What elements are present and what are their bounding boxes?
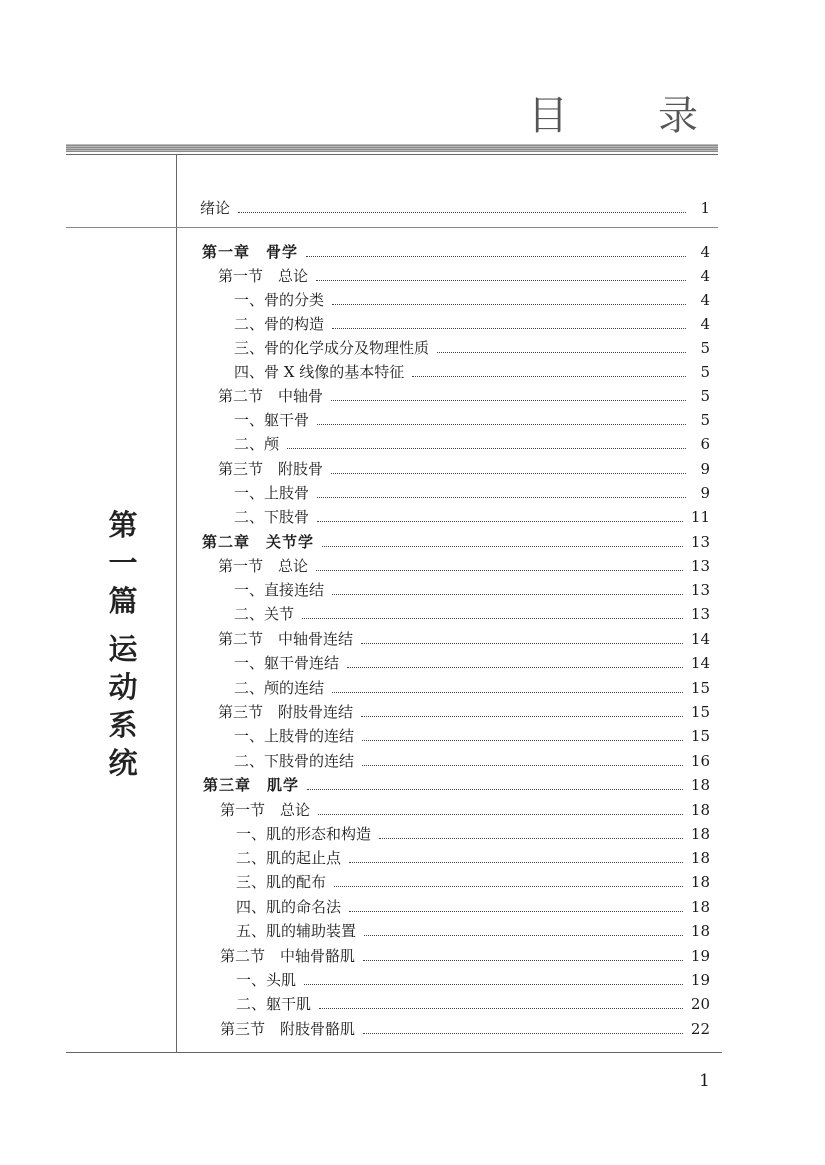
toc-entry-subsection[interactable] — [234, 503, 710, 527]
part-label-char: 第 — [108, 508, 138, 542]
toc-entry-subsection[interactable] — [234, 358, 710, 382]
toc-entry-label: 三、肌的配布 — [236, 873, 327, 891]
toc-leader-dots — [332, 594, 683, 595]
toc-entry-label: 二、骨的构造 — [234, 315, 325, 333]
toc-entry-page: 5 — [700, 363, 710, 381]
toc-entry-page: 18 — [690, 898, 710, 916]
toc-entry-subsection[interactable] — [234, 649, 710, 673]
toc-entry-page: 9 — [700, 460, 710, 478]
toc-leader-dots — [363, 1033, 683, 1034]
toc-entry-subsection[interactable] — [234, 747, 710, 771]
toc-entry-page: 19 — [690, 971, 710, 989]
toc-entry-label: 第二节 中轴骨骼肌 — [220, 947, 356, 965]
toc-entry-page: 5 — [700, 411, 710, 429]
toc-entry-subsection[interactable] — [236, 990, 710, 1014]
toc-leader-dots — [316, 570, 683, 571]
page-title — [528, 84, 708, 139]
toc-entry-subsection[interactable] — [234, 430, 710, 454]
toc-entry-subsection[interactable] — [234, 310, 710, 334]
toc-entry-label: 第一节 总论 — [218, 557, 309, 575]
toc-leader-dots — [334, 886, 683, 887]
toc-leader-dots — [317, 521, 683, 522]
toc-entry-page: 15 — [690, 703, 710, 721]
toc-entry-page: 18 — [690, 776, 710, 794]
toc-entry-label: 第二章 关节学 — [202, 533, 315, 551]
toc-entry-page: 11 — [690, 508, 710, 526]
toc-entry-page: 1 — [700, 199, 710, 217]
toc-leader-dots — [304, 984, 683, 985]
part-label-char: 运 — [108, 632, 138, 666]
toc-entry-subsection[interactable] — [236, 893, 710, 917]
toc-entry-subsection[interactable] — [236, 966, 710, 990]
toc-leader-dots — [437, 352, 686, 353]
toc-leader-dots — [317, 424, 686, 425]
toc-entry-section[interactable] — [218, 455, 710, 479]
toc-entry-section[interactable] — [218, 262, 710, 286]
toc-entry-page: 18 — [690, 922, 710, 940]
toc-leader-dots — [319, 1008, 683, 1009]
toc-entry-subsection[interactable] — [234, 674, 710, 698]
toc-entry-label: 一、头肌 — [236, 971, 297, 989]
toc-entry-subsection[interactable] — [234, 406, 710, 430]
toc-entry-chapter[interactable] — [203, 771, 710, 795]
toc-leader-dots — [347, 667, 683, 668]
toc-leader-dots — [379, 838, 683, 839]
toc-leader-dots — [332, 692, 683, 693]
toc-entry-chapter[interactable] — [202, 528, 710, 552]
toc-entry-label: 第三节 附肢骨 — [218, 460, 324, 478]
toc-leader-dots — [302, 618, 683, 619]
toc-leader-dots — [364, 935, 683, 936]
toc-entry-label: 二、颅的连结 — [234, 679, 325, 697]
part-label-char: 篇 — [108, 584, 138, 618]
toc-entry-section[interactable] — [218, 552, 710, 576]
toc-leader-dots — [361, 643, 683, 644]
toc-entry-subsection[interactable] — [236, 820, 710, 844]
toc-entry-section[interactable] — [218, 625, 710, 649]
toc-leader-dots — [317, 497, 686, 498]
toc-leader-dots — [238, 212, 686, 213]
page-title-char-2: 录 — [658, 93, 698, 139]
toc-entry-page: 14 — [690, 654, 710, 672]
toc-entry-label: 第三节 附肢骨连结 — [218, 703, 354, 721]
toc-entry-section[interactable] — [220, 1015, 710, 1039]
header-rule-thin — [66, 154, 718, 155]
toc-entry-page: 16 — [690, 752, 710, 770]
toc-entry-page: 18 — [690, 873, 710, 891]
toc-entry-label: 二、下肢骨 — [234, 508, 310, 526]
toc-entry-page: 14 — [690, 630, 710, 648]
toc-leader-dots — [316, 280, 686, 281]
part-label — [103, 506, 143, 782]
column-divider — [176, 155, 177, 1052]
toc-entry-page: 4 — [700, 267, 710, 285]
toc-entry-subsection[interactable] — [236, 868, 710, 892]
toc-entry-label: 第一章 骨学 — [202, 243, 299, 261]
toc-entry-label: 第一节 总论 — [220, 801, 311, 819]
toc-entry-label: 一、躯干骨 — [234, 411, 310, 429]
footer-page-number: 1 — [699, 1071, 710, 1091]
toc-entry-page: 9 — [700, 484, 710, 502]
toc-entry-label: 第一节 总论 — [218, 267, 309, 285]
toc-entry-label: 第三节 附肢骨骼肌 — [220, 1020, 356, 1038]
toc-entry-page: 19 — [690, 947, 710, 965]
toc-entry-label: 五、肌的辅助装置 — [236, 922, 357, 940]
row-divider — [66, 227, 718, 228]
toc-entry-section[interactable] — [218, 382, 710, 406]
toc-entry-page: 13 — [690, 557, 710, 575]
toc-leader-dots — [349, 862, 683, 863]
toc-entry-page: 15 — [690, 727, 710, 745]
toc-entry-page: 18 — [690, 849, 710, 867]
toc-entry-label: 一、肌的形态和构造 — [236, 825, 372, 843]
part-label-char: 一 — [108, 546, 138, 580]
toc-entry-label: 第二节 中轴骨连结 — [218, 630, 354, 648]
toc-entry-page: 4 — [700, 315, 710, 333]
toc-entry-page: 22 — [690, 1020, 710, 1038]
toc-entry-page: 6 — [700, 435, 710, 453]
part-label-char: 统 — [108, 746, 138, 780]
toc-leader-dots — [332, 328, 686, 329]
toc-entry-label: 四、肌的命名法 — [236, 898, 342, 916]
toc-entry-subsection[interactable] — [234, 576, 710, 600]
toc-entry-page: 13 — [690, 581, 710, 599]
toc-entry-label: 一、骨的分类 — [234, 291, 325, 309]
toc-entry-page: 18 — [690, 825, 710, 843]
toc-entry-section[interactable] — [220, 796, 710, 820]
toc-entry-label: 一、直接连结 — [234, 581, 325, 599]
toc-entry-label: 二、肌的起止点 — [236, 849, 342, 867]
toc-leader-dots — [318, 814, 683, 815]
toc-leader-dots — [331, 473, 686, 474]
toc-entry-section[interactable] — [218, 698, 710, 722]
toc-leader-dots — [307, 789, 683, 790]
header-rule — [66, 144, 718, 152]
toc-entry-page: 5 — [700, 339, 710, 357]
toc-entry-label: 一、躯干骨连结 — [234, 654, 340, 672]
toc-entry-section[interactable] — [220, 942, 710, 966]
toc-leader-dots — [349, 911, 683, 912]
toc-entry-label: 第三章 肌学 — [203, 776, 300, 794]
toc-entry-intro[interactable] — [200, 194, 710, 218]
toc-entry-label: 二、躯干肌 — [236, 995, 312, 1013]
page-title-char-1: 目 — [528, 93, 568, 139]
toc-entry-subsection[interactable] — [234, 286, 710, 310]
toc-entry-page: 15 — [690, 679, 710, 697]
toc-entry-subsection[interactable] — [234, 722, 710, 746]
toc-entry-page: 20 — [690, 995, 710, 1013]
toc-entry-subsection[interactable] — [236, 844, 710, 868]
toc-entry-label: 四、骨 X 线像的基本特征 — [234, 363, 405, 381]
toc-leader-dots — [362, 765, 683, 766]
bottom-rule — [66, 1052, 722, 1053]
toc-entry-subsection[interactable] — [234, 600, 710, 624]
toc-entry-page: 13 — [690, 605, 710, 623]
part-label-char: 动 — [108, 670, 138, 704]
toc-leader-dots — [361, 716, 683, 717]
toc-entry-page: 5 — [700, 387, 710, 405]
toc-entry-label: 二、下肢骨的连结 — [234, 752, 355, 770]
toc-leader-dots — [412, 376, 686, 377]
toc-leader-dots — [332, 304, 686, 305]
toc-entry-label: 一、上肢骨 — [234, 484, 310, 502]
toc-leader-dots — [362, 740, 683, 741]
part-label-char: 系 — [108, 708, 138, 742]
toc-entry-label: 一、上肢骨的连结 — [234, 727, 355, 745]
toc-entry-page: 4 — [700, 291, 710, 309]
toc-entry-page: 13 — [690, 533, 710, 551]
toc-entry-label: 三、骨的化学成分及物理性质 — [234, 339, 430, 357]
toc-entry-label: 二、颅 — [234, 435, 280, 453]
toc-entry-label: 第二节 中轴骨 — [218, 387, 324, 405]
toc-entry-label: 绪论 — [200, 199, 231, 217]
toc-leader-dots — [306, 256, 686, 257]
toc-entry-subsection[interactable] — [236, 917, 710, 941]
toc-entry-page: 18 — [690, 801, 710, 819]
toc-leader-dots — [322, 546, 683, 547]
toc-entry-chapter[interactable] — [202, 238, 710, 262]
toc-entry-page: 4 — [700, 243, 710, 261]
toc-leader-dots — [363, 960, 683, 961]
toc-entry-label: 二、关节 — [234, 605, 295, 623]
toc-entry-subsection[interactable] — [234, 334, 710, 358]
toc-leader-dots — [331, 400, 686, 401]
toc-entry-subsection[interactable] — [234, 479, 710, 503]
toc-leader-dots — [287, 448, 686, 449]
